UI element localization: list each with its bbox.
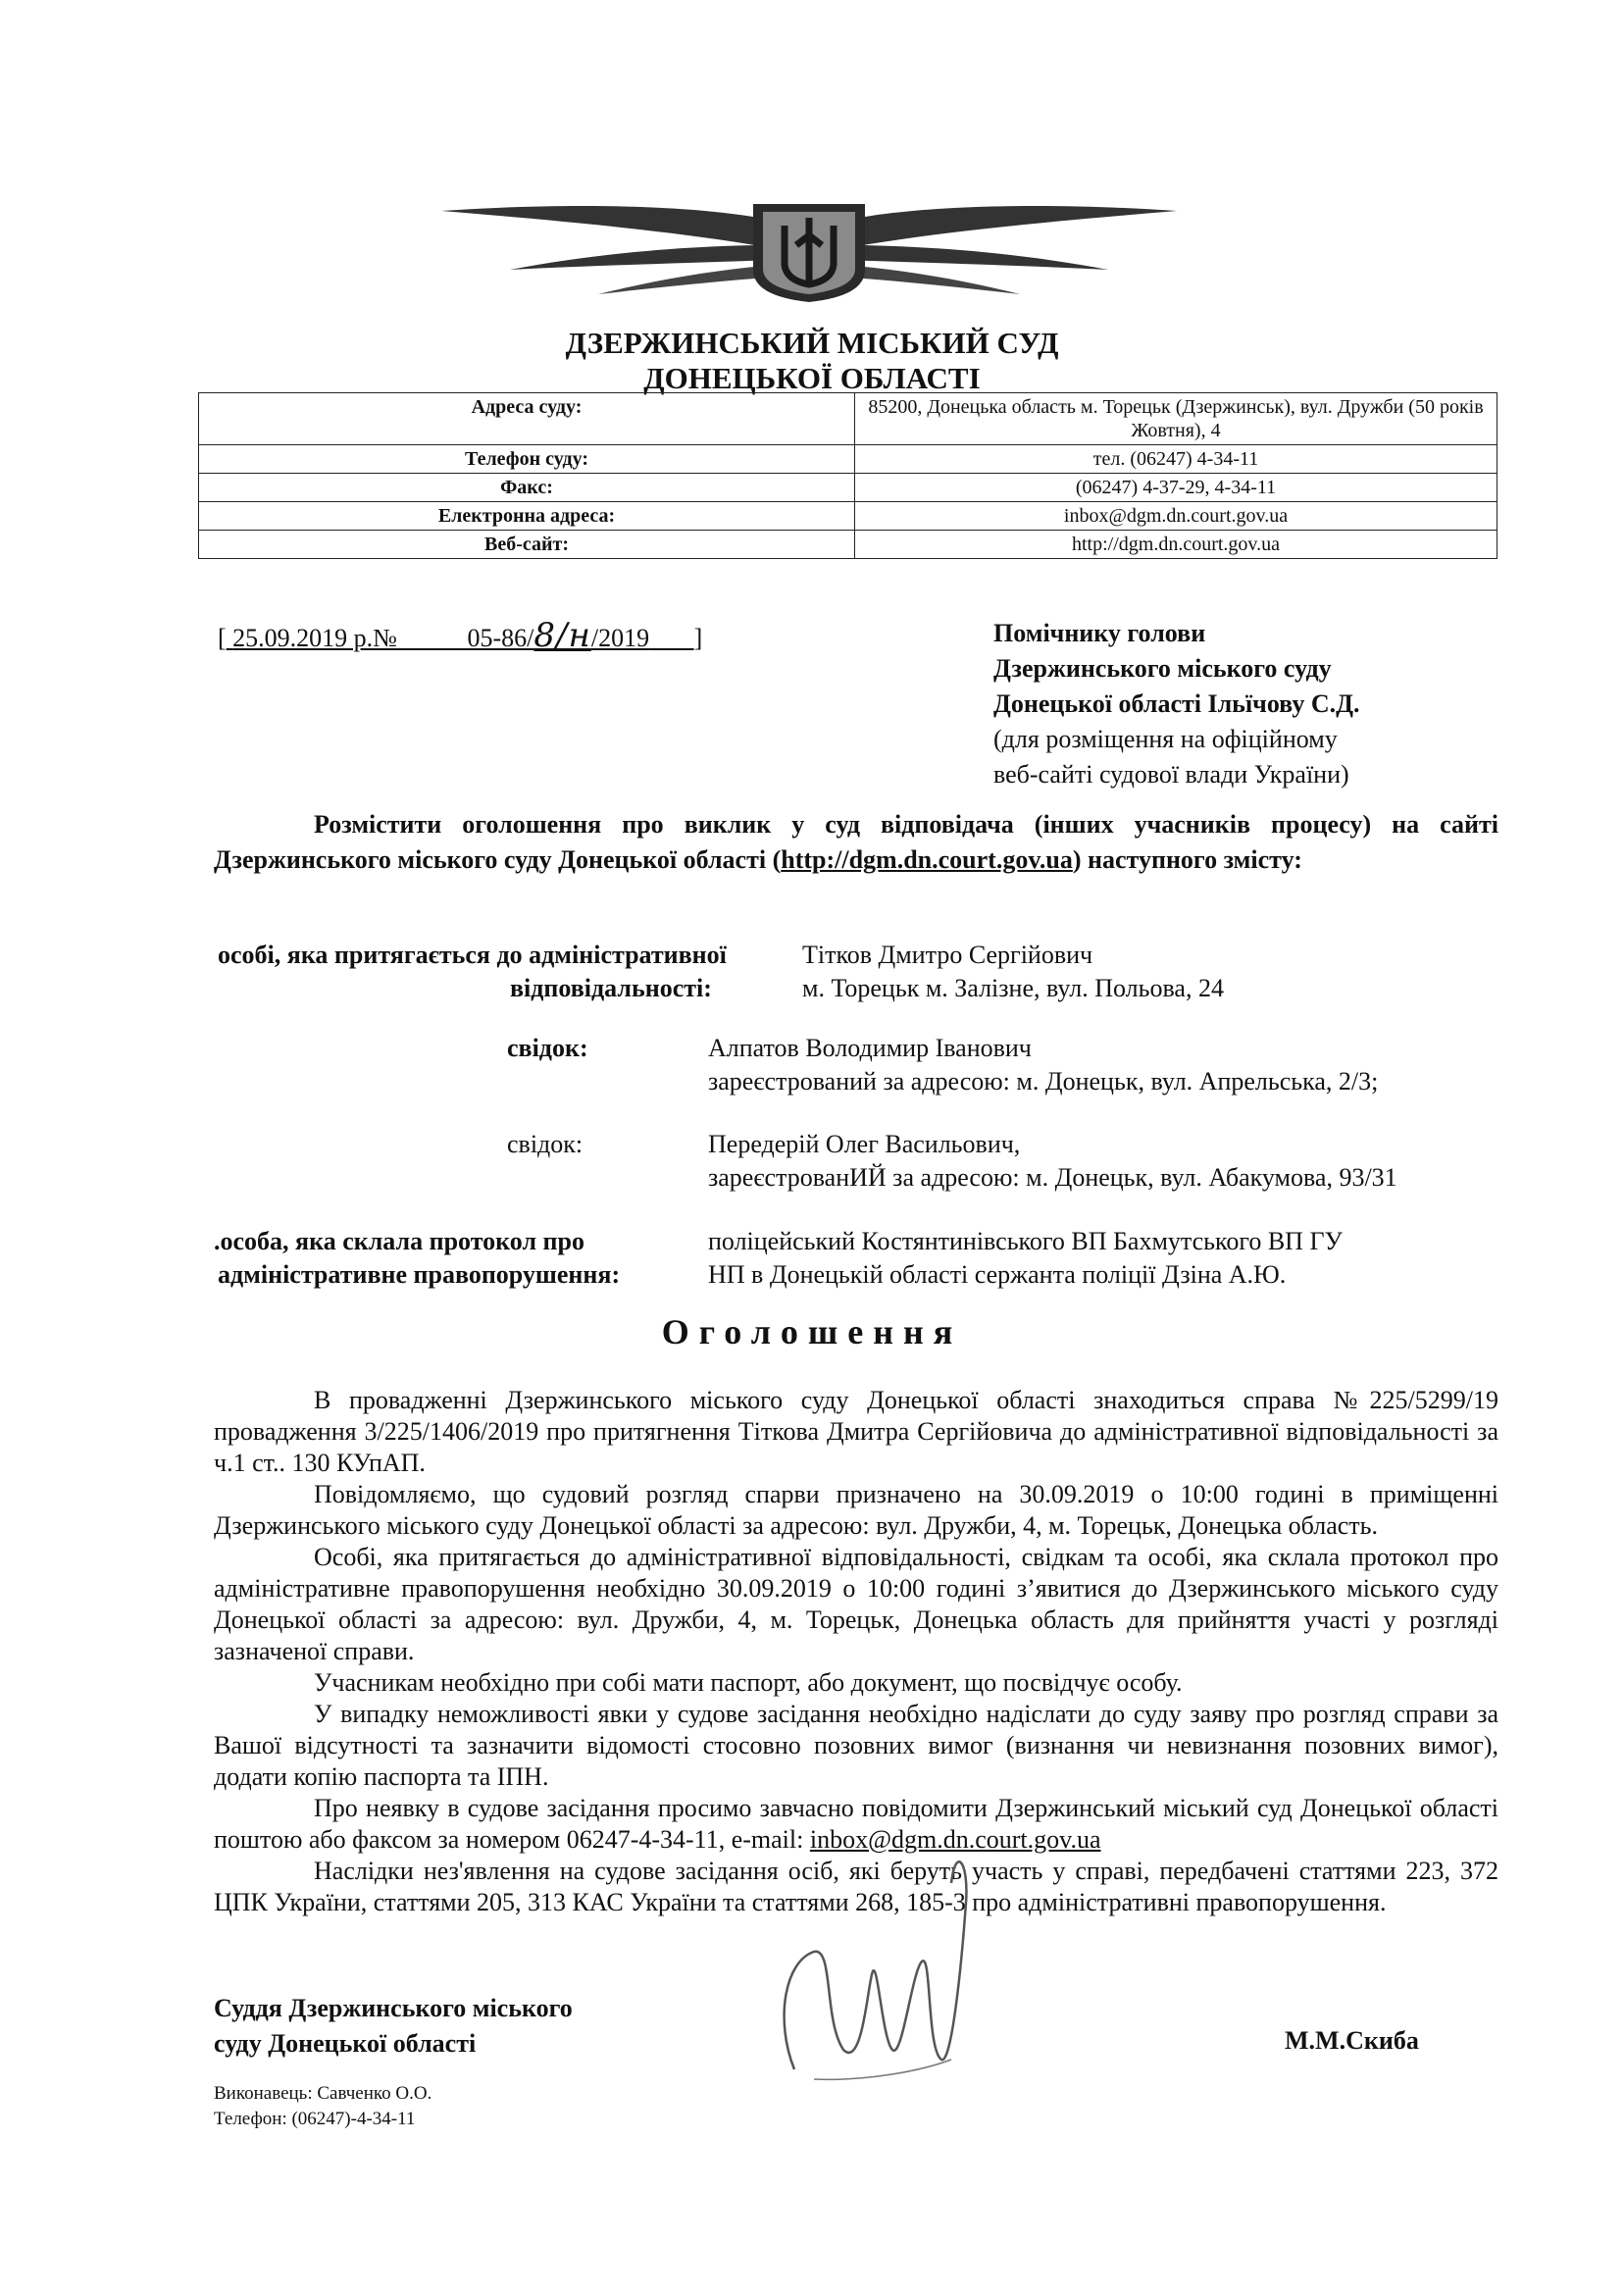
announcement-paragraph: В провадженні Дзержинського міського суду Донецької області знаходиться справа №225/5299/19 провадження 3/225/1406/2019 про притягнення Тіткова Дмитра Сергійовича до адміністративної відповідальності за ч.1 ст.. 130 КУпАП. <box>214 1386 1498 1477</box>
email-label: Електронна адреса: <box>199 502 855 531</box>
announcement-paragraph: Наслідки нез'явлення на судове засідання осіб, які беруть участь у справі, передбачені статтями 223, 372 ЦПК України, статтями 205, 313 КАС України та статтями 268, 185-3 про адміністративні правопорушення. <box>214 1857 1498 1916</box>
addressee-note: (для розміщення на офіційному <box>993 725 1338 753</box>
executor-block <box>214 2081 431 2132</box>
addressee-line: Донецької області Ільїчову С.Д. <box>993 689 1360 718</box>
table-row <box>199 502 1497 531</box>
officer-line: поліцейський Костянтинівського ВП Бахмутського ВП ГУ <box>708 1227 1343 1255</box>
witness2-label: свідок: <box>507 1130 584 1158</box>
intro-link[interactable]: http://dgm.dn.court.gov.ua <box>781 845 1073 874</box>
announcement-paragraph: У випадку неможливості явки у судове засідання необхідно надіслати до суду заяву про розгляд справи за Вашої відсутності та зазначити відомості стосовно позовних вимог (визнання чи невизнання позовних вимог), додати копію паспорта та ІПН. <box>214 1700 1498 1791</box>
officer-label: .особа, яка склала протокол про <box>214 1227 584 1255</box>
witness1-label: свідок: <box>507 1034 588 1062</box>
accused-label: особі, яка притягається до адміністративної <box>218 941 727 969</box>
addressee-note: веб-сайті судової влади України) <box>993 760 1349 789</box>
intro-text: Розмістити оголошення про виклик у суд відповідача (інших учасників процесу) на сайті Дзержинського міського суду Донецької області ( <box>214 810 1498 874</box>
reg-open-bracket: [ <box>218 624 227 652</box>
reg-close-bracket: ] <box>693 624 703 652</box>
officer-label-2: адміністративне правопорушення: <box>218 1260 621 1289</box>
addressee-line: Помічнику голови <box>993 619 1206 647</box>
witness1-name: Алпатов Володимир Іванович <box>708 1034 1032 1062</box>
announcement-paragraph: Повідомляємо, що судовий розгляд спарви призначено на 30.09.2019 о 10:00 годині в приміщенні Дзержинського міського суду Донецької області за адресою: вул. Дружби, 4, м. Торецьк, Донецька область. <box>214 1480 1498 1540</box>
reg-number-prefix: 05-86/ <box>467 624 534 652</box>
website-label: Веб-сайт: <box>199 531 855 559</box>
addressee-block <box>993 616 1359 792</box>
contact-email[interactable]: inbox@dgm.dn.court.gov.ua <box>809 1825 1101 1854</box>
witness2-name: Передерій Олег Васильович, <box>708 1130 1021 1158</box>
intro-paragraph <box>214 807 1498 878</box>
judge-title <box>214 1991 573 2062</box>
registration-number <box>218 616 702 655</box>
judge-title-line: суду Донецької області <box>214 2029 477 2058</box>
table-row <box>199 393 1497 445</box>
accused-address: м. Торецьк м. Залізне, вул. Польова, 24 <box>802 974 1224 1002</box>
judge-title-line: Суддя Дзержинського міського <box>214 1994 573 2022</box>
addressee-line: Дзержинського міського суду <box>993 654 1332 683</box>
table-row <box>199 474 1497 502</box>
reg-date: 25.09.2019 р.№ <box>232 624 397 652</box>
court-name-line1: ДЗЕРЖИНСЬКИЙ МІСЬКИЙ СУД <box>565 326 1059 360</box>
witness2-address: зареєстрованИЙ за адресою: м. Донецьк, вул. Абакумова, 93/31 <box>708 1163 1397 1192</box>
address-label: Адреса суду: <box>199 393 855 445</box>
fax-label: Факс: <box>199 474 855 502</box>
table-row <box>199 445 1497 474</box>
reg-number-handwritten: 8/н <box>533 616 591 655</box>
announcement-title: Оголошення <box>661 1312 963 1351</box>
address-value: 85200, Донецька область м. Торецьк (Дзержинськ), вул. Дружби (50 років Жовтня), 4 <box>855 393 1497 445</box>
court-info-table <box>198 392 1497 559</box>
announcement-paragraph: Учасникам необхідно при собі мати паспорт, або документ, що посвідчує особу. <box>314 1668 1183 1697</box>
contact-text: Про неявку в судове засідання просимо завчасно повідомити Дзержинський міський суд Донецької області поштою або факсом за номером 06247-4-34-11, e-mail: <box>214 1794 1498 1854</box>
reg-number-suffix: /2019 <box>590 624 650 652</box>
coat-of-arms-emblem <box>441 186 1177 304</box>
website-value[interactable]: http://dgm.dn.court.gov.ua <box>855 531 1497 559</box>
accused-name: Тітков Дмитро Сергійович <box>802 941 1093 969</box>
judge-name: М.М.Скиба <box>1285 2026 1419 2055</box>
executor-name: Виконавець: Савченко О.О. <box>214 2083 432 2104</box>
phone-label: Телефон суду: <box>199 445 855 474</box>
court-name-line2: ДОНЕЦЬКОЇ ОБЛАСТІ <box>643 361 981 395</box>
table-row <box>199 531 1497 559</box>
handwritten-signature <box>755 1824 1010 2089</box>
announcement-paragraph: Особі, яка притягається до адміністративної відповідальності, свідкам та особі, яка склала протокол про адміністративне правопорушення необхідно 30.09.2019 о 10:00 годині з’явитися до Дзержинського міського суду Донецької області за адресою: вул. Дружби, 4, м. Торецьк, Донецька область для прийняття участі у розгляді зазначеної справи. <box>214 1543 1498 1665</box>
accused-label-2: відповідальності: <box>510 974 712 1002</box>
officer-line-2: НП в Донецькій області сержанта поліції Дзіна А.Ю. <box>708 1260 1287 1289</box>
phone-value: тел. (06247) 4-34-11 <box>855 445 1497 474</box>
fax-value: (06247) 4-37-29, 4-34-11 <box>855 474 1497 502</box>
email-value[interactable]: inbox@dgm.dn.court.gov.ua <box>855 502 1497 531</box>
witness1-address: зареєстрований за адресою: м. Донецьк, вул. Апрельська, 2/3; <box>708 1067 1379 1096</box>
executor-phone: Телефон: (06247)-4-34-11 <box>214 2109 416 2129</box>
intro-text-end: ) наступного змісту: <box>1072 845 1302 874</box>
